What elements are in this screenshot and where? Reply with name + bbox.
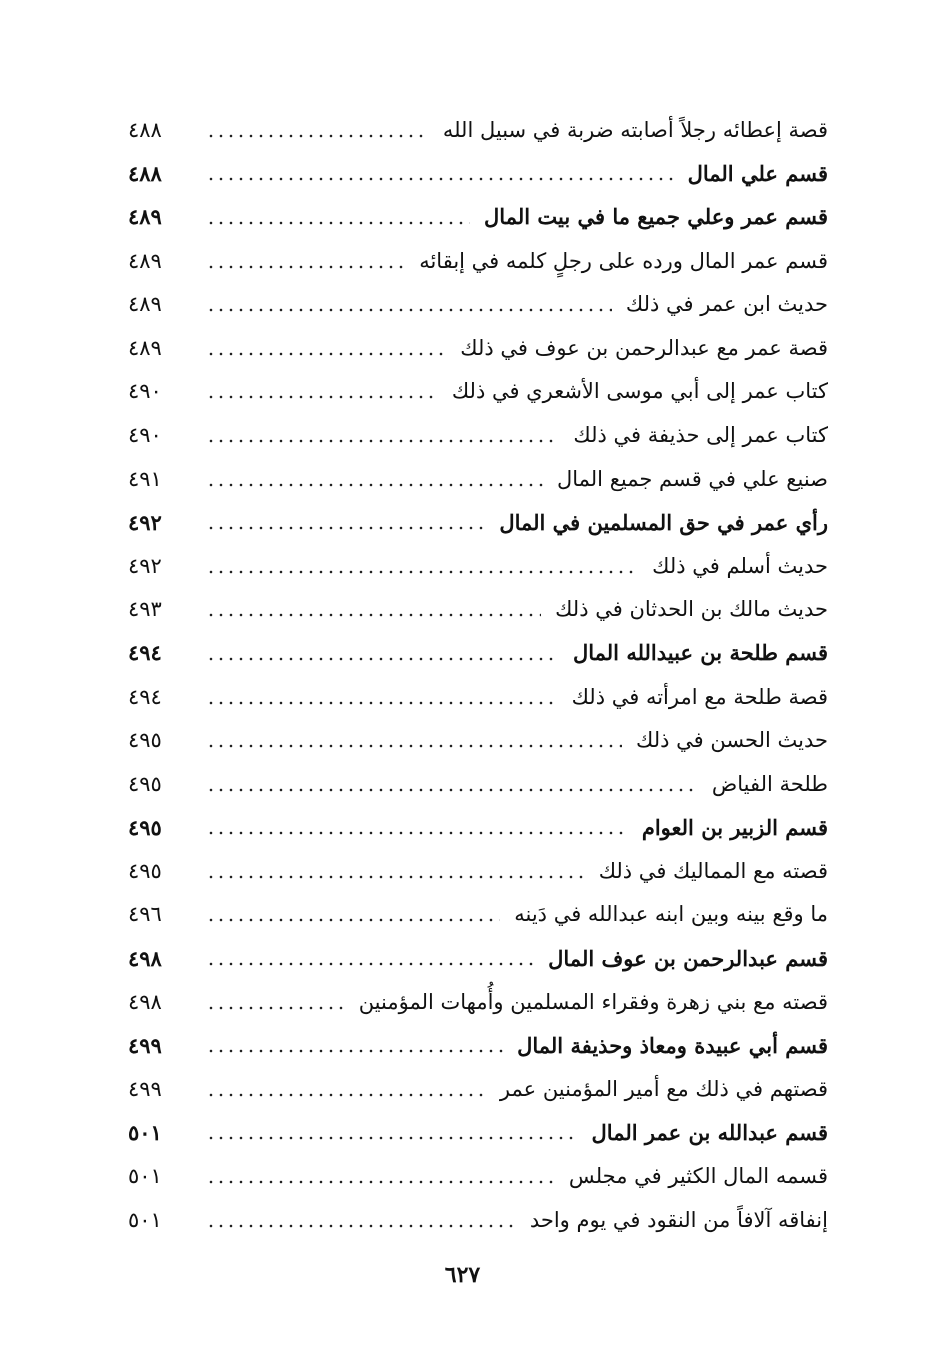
dot-leader (206, 1080, 486, 1098)
toc-entry (128, 239, 828, 283)
dot-leader (206, 905, 500, 923)
dot-leader (206, 1036, 503, 1054)
toc-entry-title: قسم عبدالله بن عمر المال (591, 1119, 828, 1145)
toc-entry-page: ٤٨٩ (128, 292, 162, 317)
dot-leader (206, 208, 470, 226)
toc-entry (128, 893, 828, 937)
toc-entry-title: حديث أسلم في ذلك (652, 553, 828, 578)
dot-leader (206, 295, 612, 313)
toc-section-heading (128, 936, 828, 980)
table-of-contents (128, 108, 828, 1241)
toc-section-heading (128, 1023, 828, 1067)
dot-leader (206, 818, 628, 836)
toc-entry-title: رأي عمر في حق المسلمين في المال (499, 509, 828, 535)
toc-entry-page: ٥٠١ (128, 1207, 162, 1232)
dot-leader (206, 1123, 578, 1141)
dot-leader (206, 993, 345, 1011)
toc-entry-page: ٤٩٥ (128, 814, 162, 840)
toc-entry (128, 282, 828, 326)
toc-entry (128, 370, 828, 414)
toc-entry-title: قصته مع بني زهرة وفقراء المسلمين وأُمهات المؤمنين (358, 989, 828, 1014)
toc-entry-title: حديث مالك بن الحدثان في ذلك (555, 597, 828, 622)
dot-leader (206, 252, 405, 270)
dot-leader (206, 644, 559, 662)
toc-entry-title: قسم عمر المال ورده على رجلٍ كلمه في إبقائه (419, 248, 828, 273)
toc-entry-title: كتاب عمر إلى حذيفة في ذلك (573, 422, 828, 447)
toc-entry-page: ٤٩٦ (128, 902, 162, 927)
toc-entry-page: ٤٩٤ (128, 684, 162, 709)
toc-entry-title: قصة إعطائه رجلاً أصابته ضربة في سبيل الله (442, 117, 828, 142)
toc-entry-title: طلحة الفياض (711, 771, 828, 796)
dot-leader (206, 121, 429, 139)
toc-entry-page: ٤٩٩ (128, 1032, 162, 1058)
toc-section-heading (128, 1111, 828, 1155)
toc-entry-title: قصة عمر مع عبدالرحمن بن عوف في ذلك (460, 335, 828, 360)
toc-entry (128, 849, 828, 893)
toc-entry-page: ٤٩٠ (128, 379, 162, 404)
toc-section-heading (128, 631, 828, 675)
toc-entry-title: قسمه المال الكثير في مجلس (568, 1164, 828, 1189)
toc-entry-title: قصة طلحة مع امرأته في ذلك (571, 684, 828, 709)
toc-entry-title: قسم الزبير بن العوام (641, 814, 828, 840)
toc-entry-page: ٤٩٣ (128, 597, 162, 622)
dot-leader (206, 949, 534, 967)
toc-entry-page: ٤٩١ (128, 466, 162, 491)
toc-entry (128, 326, 828, 370)
dot-leader (206, 513, 485, 531)
toc-entry-page: ٤٩٩ (128, 1076, 162, 1101)
dot-leader (206, 775, 698, 793)
toc-entry-title: قسم علي المال (687, 160, 828, 186)
toc-entry-title: صنيع علي في قسم جميع المال (556, 466, 828, 491)
toc-entry-page: ٤٨٨ (128, 117, 162, 142)
dot-leader (206, 731, 622, 749)
toc-entry-title: حديث الحسن في ذلك (636, 728, 828, 753)
dot-leader (206, 164, 674, 182)
toc-entry-title: كتاب عمر إلى أبي موسى الأشعري في ذلك (451, 379, 828, 404)
toc-entry-page: ٤٩٥ (128, 728, 162, 753)
dot-leader (206, 688, 558, 706)
toc-section-heading (128, 500, 828, 544)
toc-section-heading (128, 806, 828, 850)
toc-entry-page: ٥٠١ (128, 1119, 162, 1145)
toc-entry-page: ٤٨٩ (128, 335, 162, 360)
toc-entry-page: ٤٩٨ (128, 945, 162, 971)
toc-entry (128, 413, 828, 457)
toc-entry-page: ٤٩٤ (128, 640, 162, 666)
dot-leader (206, 600, 541, 618)
dot-leader (206, 426, 559, 444)
toc-section-heading (128, 195, 828, 239)
toc-entry (128, 762, 828, 806)
toc-entry (128, 980, 828, 1024)
dot-leader (206, 339, 446, 357)
toc-entry-title: قسم أبي عبيدة ومعاذ وحذيفة المال (517, 1032, 828, 1058)
toc-entry (128, 1067, 828, 1111)
toc-entry-page: ٤٩٨ (128, 989, 162, 1014)
toc-entry-title: إنفاقه آلافاً من النقود في يوم واحد (529, 1207, 828, 1232)
toc-entry (128, 1154, 828, 1198)
toc-entry (128, 544, 828, 588)
toc-entry-page: ٤٨٩ (128, 248, 162, 273)
toc-entry-page: ٤٩٥ (128, 771, 162, 796)
toc-entry-title: قسم طلحة بن عبيدالله المال (572, 640, 828, 666)
toc-entry-page: ٤٩٢ (128, 553, 162, 578)
toc-entry-title: قصته مع المماليك في ذلك (598, 858, 828, 883)
toc-section-heading (128, 152, 828, 196)
toc-entry (128, 588, 828, 632)
page-number: ٦٢٧ (444, 1262, 481, 1288)
toc-entry-page: ٤٩٥ (128, 858, 162, 883)
dot-leader (206, 1167, 555, 1185)
toc-entry (128, 718, 828, 762)
toc-entry-page: ٤٨٨ (128, 160, 162, 186)
dot-leader (206, 557, 638, 575)
toc-entry (128, 108, 828, 152)
toc-entry-title: قصتهم في ذلك مع أمير المؤمنين عمر (499, 1076, 828, 1101)
dot-leader (206, 862, 585, 880)
toc-entry-title: ما وقع بينه وبين ابنه عبدالله في دَينه (514, 902, 828, 927)
toc-entry-page: ٤٩٠ (128, 422, 162, 447)
dot-leader (206, 1211, 516, 1229)
toc-entry (128, 675, 828, 719)
toc-entry-page: ٥٠١ (128, 1164, 162, 1189)
toc-entry-title: قسم عبدالرحمن بن عوف المال (548, 945, 828, 971)
toc-entry-title: حديث ابن عمر في ذلك (625, 292, 828, 317)
toc-entry-page: ٤٩٢ (128, 509, 162, 535)
dot-leader (206, 382, 438, 400)
dot-leader (206, 470, 543, 488)
toc-entry-title: قسم عمر وعلي جميع ما في بيت المال (484, 204, 828, 230)
toc-entry (128, 457, 828, 501)
toc-entry-page: ٤٨٩ (128, 204, 162, 230)
toc-entry (128, 1198, 828, 1242)
